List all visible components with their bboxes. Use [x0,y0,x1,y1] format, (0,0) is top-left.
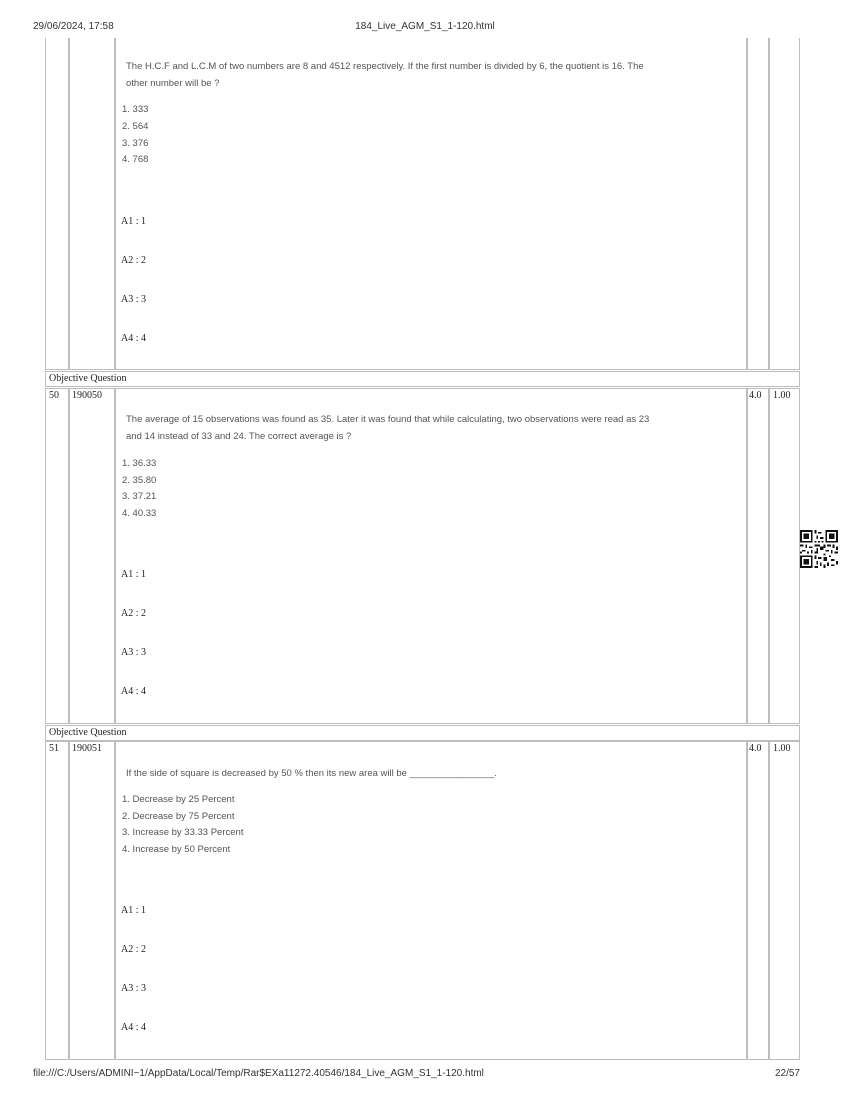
q50-marks-cell [747,388,769,724]
option-2: 2. 564 [122,121,149,132]
answer-1: A1 : 1 [121,905,146,916]
answer-1: A1 : 1 [121,216,146,227]
question-text: and 14 instead of 33 and 24. The correct average is ? [126,431,352,442]
question-negative-marks: 1.00 [773,743,791,754]
qr-code-icon [800,530,838,568]
q51-number-cell [45,741,69,1060]
q49-negative-cell [769,38,800,370]
option-1: 1. 333 [122,104,149,115]
option-4: 4. 768 [122,154,149,165]
option-3: 3. Increase by 33.33 Percent [122,827,244,838]
q49-marks-cell [747,38,769,370]
option-4: 4. 40.33 [122,508,157,519]
question-text: The average of 15 observations was found as 35. Later it was found that while calculating, two observations were read as 23 [126,414,650,425]
q51-negative-cell [769,741,800,1060]
option-4: 4. Increase by 50 Percent [122,844,231,855]
q50-number-cell [45,388,69,724]
print-page-number: 22/57 [774,1068,800,1079]
answer-2: A2 : 2 [121,944,146,955]
answer-1: A1 : 1 [121,569,146,580]
answer-2: A2 : 2 [121,255,146,266]
q51-id-cell [69,741,115,1060]
print-title: 184_Live_AGM_S1_1-120.html [355,21,495,32]
option-2: 2. Decrease by 75 Percent [122,811,235,822]
question-text: If the side of square is decreased by 50 % then its new area will be ________________. [126,768,497,779]
question-text: other number will be ? [126,78,220,89]
print-file-path: file:///C:/Users/ADMINI~1/AppData/Local/Temp/Rar$EXa11272.40546/184_Live_AGM_S1_1-120.html [33,1068,484,1079]
option-2: 2. 35.80 [122,475,157,486]
answer-3: A3 : 3 [121,294,146,305]
q50-negative-cell [769,388,800,724]
question-text: The H.C.F and L.C.M of two numbers are 8 and 4512 respectively. If the first number is divided by 6, the quotient is 16. The [126,61,644,72]
question-marks: 4.0 [749,390,762,401]
q51-marks-cell [747,741,769,1060]
question-marks: 4.0 [749,743,762,754]
q49-id-cell [69,38,115,370]
question-type-label: Objective Question [49,727,127,738]
print-datetime: 29/06/2024, 17:58 [33,21,114,32]
question-type-row [45,725,800,741]
option-1: 1. Decrease by 25 Percent [122,794,235,805]
question-number: 51 [49,743,59,754]
option-3: 3. 376 [122,138,149,149]
answer-3: A3 : 3 [121,647,146,658]
q50-id-cell [69,388,115,724]
answer-4: A4 : 4 [121,333,146,344]
q51-content-cell [115,741,747,1060]
option-1: 1. 36.33 [122,458,157,469]
q49-number-cell [45,38,69,370]
answer-3: A3 : 3 [121,983,146,994]
answer-4: A4 : 4 [121,686,146,697]
answer-4: A4 : 4 [121,1022,146,1033]
question-negative-marks: 1.00 [773,390,791,401]
option-3: 3. 37.21 [122,491,157,502]
question-type-row [45,371,800,387]
question-number: 50 [49,390,59,401]
question-type-label: Objective Question [49,373,127,384]
answer-2: A2 : 2 [121,608,146,619]
question-id: 190050 [72,390,102,401]
question-id: 190051 [72,743,102,754]
